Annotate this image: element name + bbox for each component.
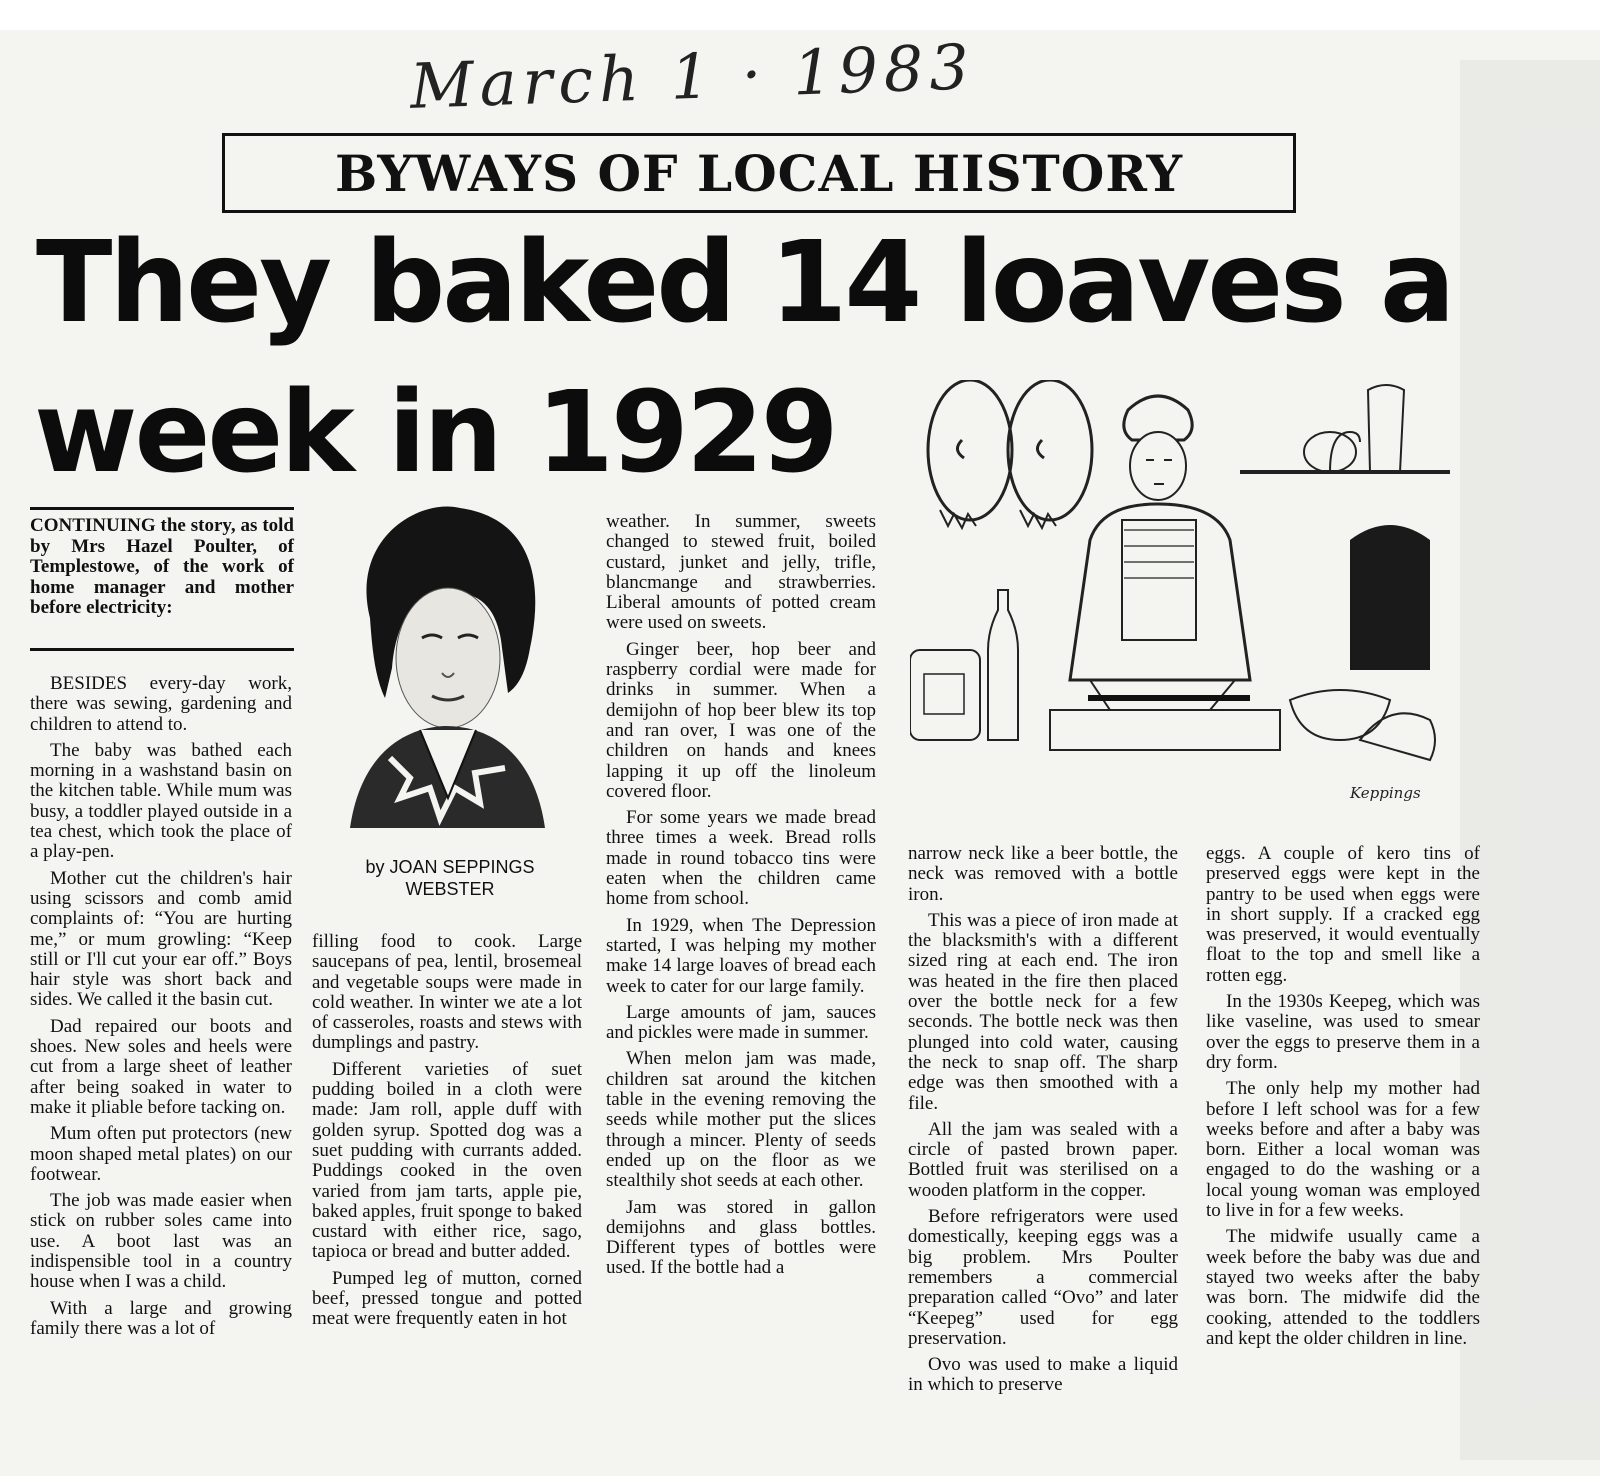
paragraph: Before refrigerators were used domestically, keeping eggs was a big problem. Mrs Poulter remembers a commercial preparation called “Ovo” and later “Keepeg” used for egg preservation. — [908, 1206, 1178, 1349]
paragraph: When melon jam was made, children sat around the kitchen table in the evening removing the seeds while mother put the slices through a mincer. Plenty of seeds ended up on the floor as we stealthily shot seeds at each other. — [606, 1048, 876, 1192]
scan-margin — [0, 0, 1600, 30]
kicker-box — [222, 133, 1296, 213]
paragraph: For some years we made bread three times a week. Bread rolls made in round tobacco tins were eaten when the children came home from school. — [606, 807, 876, 910]
headline-line-2: week in 1929 — [34, 368, 836, 498]
kicker-title: BYWAYS OF LOCAL HISTORY — [334, 143, 1184, 203]
paragraph: Different varieties of suet pudding boiled in a cloth were made: Jam roll, apple duff with golden syrup. Spotted dog was a suet pudding with currants added. Puddings cooked in the oven varied from jam tarts, apple pie, baked apples, fruit sponge to baked custard with either rice, sago, tapioca or bread and butter added. — [312, 1058, 582, 1263]
column-3 — [606, 512, 876, 1285]
author-photo — [330, 498, 560, 828]
paragraph: The midwife usually came a week before the baby was due and stayed two weeks after the baby was born. The midwife did the cooking, attended to the toddlers and kept the older children in line. — [1206, 1226, 1480, 1349]
paragraph: Mum often put protectors (new moon shaped metal plates) on our footwear. — [30, 1123, 292, 1185]
paragraph: narrow neck like a beer bottle, the neck was removed with a bottle iron. — [908, 843, 1178, 905]
intro-rule-bottom — [30, 648, 294, 651]
paragraph: Pumped leg of mutton, corned beef, pressed tongue and potted meat were frequently eaten in hot — [312, 1267, 582, 1330]
paragraph: Ovo was used to make a liquid in which to preserve — [908, 1354, 1178, 1396]
byline-line-2: WEBSTER — [405, 879, 495, 899]
column-5 — [1206, 844, 1480, 1355]
paragraph: BESIDES every-day work, there was sewing, gardening and children to attend to. — [30, 673, 292, 735]
handwritten-date: March 1 · 1983 — [408, 30, 976, 123]
paragraph: Mother cut the children's hair using scissors and comb amid complaints of: “You are hurting me,” or mum growling: “Keep still or I'll cut your ear off.” Boys hair style was short back and sides. We called it the basin cut. — [30, 867, 292, 1011]
paragraph: In 1929, when The Depression started, I was helping my mother make 14 large loaves of bread each week to cater for our large family. — [606, 914, 876, 997]
bleed-through-shadow — [1460, 60, 1600, 1460]
paragraph: The job was made easier when stick on rubber soles came into use. A boot last was an indispensible tool in a country house when I was a child. — [30, 1190, 292, 1293]
column-1 — [30, 674, 292, 1345]
kitchen-illustration — [910, 380, 1470, 810]
paragraph: The baby was bathed each morning in a washstand basin on the kitchen table. While mum was busy, a toddler played outside in a tea chest, which took the place of a play-pen. — [30, 739, 292, 863]
paragraph: All the jam was sealed with a circle of pasted brown paper. Bottled fruit was sterilised on a wooden platform in the copper. — [908, 1118, 1178, 1201]
paragraph: The only help my mother had before I left school was for a few weeks before and after a baby was born. Either a local woman was engaged to do the washing or a local young woman was employed to live in for a few weeks. — [1206, 1078, 1480, 1222]
paragraph: Jam was stored in gallon demijohns and glass bottles. Different types of bottles were used. If the bottle had a — [606, 1196, 876, 1279]
paragraph: eggs. A couple of kero tins of preserved eggs were kept in the pantry to be used when eggs were in short supply. If a cracked egg was preserved, it would eventually float to the top and smell like a rotten egg. — [1206, 843, 1480, 986]
paragraph: This was a piece of iron made at the blacksmith's with a different sized ring at each end. The iron was heated in the fire then placed over the bottle neck for a few seconds. The bottle neck was then plunged into cold water, causing the neck to snap off. The sharp edge was then smoothed with a file. — [908, 909, 1178, 1114]
paragraph: With a large and growing family there was a lot of — [30, 1297, 292, 1339]
paragraph: Ginger beer, hop beer and raspberry cordial were made for drinks in summer. When a demijohn of hop beer blew its top and ran over, I was one of the children on hands and knees lapping it up off the linoleum covered floor. — [606, 638, 876, 802]
illustration-signature: Keppings — [1350, 784, 1421, 802]
byline-line-1: by JOAN SEPPINGS — [365, 857, 535, 877]
intro-rule-top — [30, 507, 294, 510]
paragraph: filling food to cook. Large saucepans of pea, lentil, brosemeal and vegetable soups were made in cold weather. In winter we ate a lot of casseroles, roasts and stews with dumplings and pastry. — [312, 931, 582, 1054]
paragraph: Large amounts of jam, sauces and pickles were made in summer. — [606, 1001, 876, 1044]
intro-text: CONTINUING the story, as told by Mrs Hazel Poulter, of Templestowe, of the work of home manager and mother before electricity: — [30, 515, 294, 618]
paragraph: weather. In summer, sweets changed to stewed fruit, boiled custard, junket and jelly, trifle, blancmange and strawberries. Liberal amounts of potted cream were used on sweets. — [606, 511, 876, 634]
byline — [330, 856, 570, 900]
paragraph: Dad repaired our boots and shoes. New soles and heels were cut from a large sheet of leather after being soaked in water to make it pliable before tacking on. — [30, 1015, 292, 1118]
headline-line-1: They baked 14 loaves a — [36, 218, 1453, 348]
column-4 — [908, 844, 1178, 1402]
column-2 — [312, 932, 582, 1336]
paragraph: In the 1930s Keepeg, which was like vaseline, was used to smear over the eggs to preserve them in a dry form. — [1206, 991, 1480, 1073]
